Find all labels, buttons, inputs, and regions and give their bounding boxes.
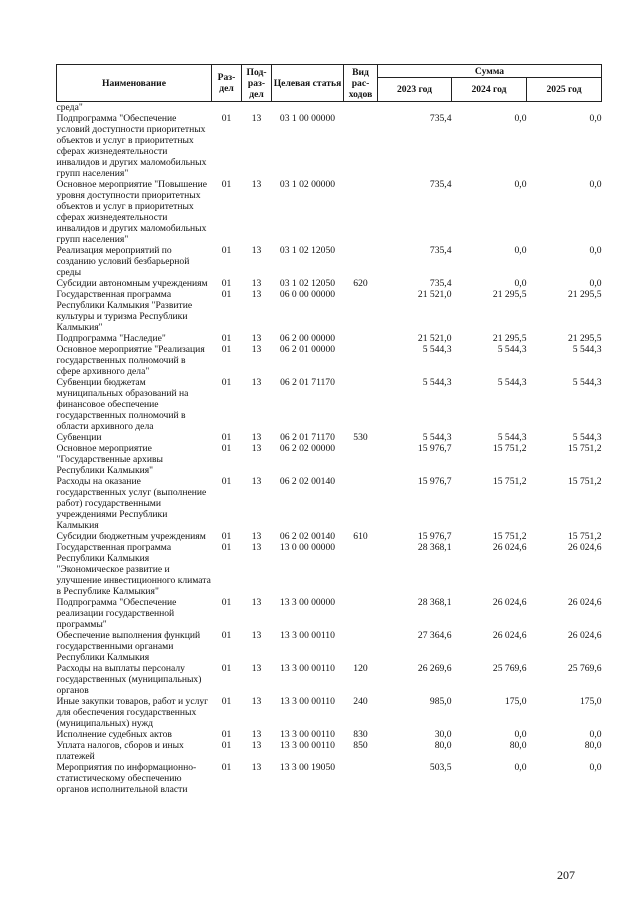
- row-sum-2024-cell: 5 544,3: [497, 432, 527, 443]
- row-target-article-cell: 03 1 02 12050: [279, 278, 336, 289]
- row-name-cell: Субвенции бюджетам муниципальных образований на финансовое обеспечение государственных полномочий в области архивного дела: [56, 377, 189, 432]
- row-sum-2024-cell: 26 024,6: [492, 630, 527, 641]
- row-expense-type-cell: 530: [353, 432, 368, 443]
- row-target-article-cell: 06 2 01 71170: [280, 432, 335, 443]
- row-name-cell: Подпрограмма "Обеспечение реализации государственной программы": [56, 597, 177, 630]
- row-podrazdel-cell: 13: [251, 333, 262, 344]
- row-razdel-cell: 01: [221, 289, 232, 300]
- row-razdel-cell: 01: [221, 245, 232, 256]
- table-row: [57, 443, 602, 476]
- row-podrazdel-cell: 13: [251, 696, 262, 707]
- row-podrazdel-cell: 13: [251, 443, 262, 454]
- row-podrazdel-cell: 13: [251, 762, 262, 773]
- row-target-article-cell: 06 2 00 00000: [279, 333, 336, 344]
- row-expense-type-cell: [344, 102, 378, 114]
- table-row: [57, 432, 602, 443]
- row-sum-2023-cell: [378, 102, 452, 114]
- row-expense-type-cell: [344, 630, 378, 663]
- table-row: [57, 113, 602, 179]
- header-year-2025: 2025 год: [527, 78, 602, 102]
- row-razdel-cell: 01: [221, 113, 232, 124]
- table-row: [57, 531, 602, 542]
- row-name-cell: Реализация мероприятий по созданию условий безбарьерной среды: [56, 245, 190, 278]
- row-name-cell: Субсидии автономным учреждениям: [56, 278, 208, 289]
- row-target-article-cell: [272, 102, 344, 114]
- row-sum-2023-cell: 503,5: [429, 762, 452, 773]
- row-expense-type-cell: [344, 333, 378, 344]
- row-sum-2024-cell: 0,0: [514, 245, 527, 256]
- row-sum-2024-cell: 15 751,2: [492, 531, 527, 542]
- row-podrazdel-cell: 13: [251, 179, 262, 190]
- row-name-cell: Иные закупки товаров, работ и услуг для обеспечения государственных (муниципальных) нужд: [56, 696, 209, 729]
- row-sum-2025-cell: 5 544,3: [572, 344, 602, 355]
- row-sum-2025-cell: 15 751,2: [567, 443, 602, 454]
- row-name-cell: Субсидии бюджетным учреждениям: [56, 531, 206, 542]
- row-expense-type-cell: 830: [353, 729, 368, 740]
- header-summa: Сумма: [378, 65, 602, 78]
- table-row: [57, 597, 602, 630]
- row-razdel-cell: 01: [221, 729, 232, 740]
- row-target-article-cell: 03 1 02 00000: [279, 179, 336, 190]
- row-razdel-cell: 01: [221, 476, 232, 487]
- row-sum-2023-cell: 21 521,0: [417, 289, 452, 300]
- row-sum-2024-cell: 21 295,5: [492, 289, 527, 300]
- row-razdel-cell: 01: [221, 597, 232, 608]
- row-target-article-cell: 13 3 00 00110: [280, 663, 335, 674]
- row-sum-2024-cell: 0,0: [514, 278, 527, 289]
- row-sum-2024-cell: 175,0: [504, 696, 527, 707]
- row-sum-2024-cell: 26 024,6: [492, 542, 527, 553]
- row-sum-2023-cell: 28 368,1: [417, 542, 452, 553]
- row-sum-2025-cell: 0,0: [589, 245, 602, 256]
- row-expense-type-cell: [344, 113, 378, 179]
- row-sum-2024-cell: 15 751,2: [492, 476, 527, 487]
- row-podrazdel-cell: 13: [251, 630, 262, 641]
- header-year-2024: 2024 год: [452, 78, 527, 102]
- page-number: 207: [557, 868, 575, 882]
- row-expense-type-cell: 120: [353, 663, 368, 674]
- row-sum-2025-cell: 0,0: [589, 113, 602, 124]
- row-sum-2024-cell: 25 769,6: [492, 663, 527, 674]
- row-sum-2023-cell: 5 544,3: [422, 344, 452, 355]
- row-sum-2024-cell: [452, 102, 527, 114]
- row-name-cell: Уплата налогов, сборов и иных платежей: [56, 740, 184, 762]
- row-name-cell: Подпрограмма "Обеспечение условий доступности приоритетных объектов и услуг в приоритетных сферах жизнедеятельности инвалидов и других маломобильных групп населения": [56, 113, 207, 179]
- row-sum-2025-cell: 5 544,3: [572, 432, 602, 443]
- row-name-cell: Государственная программа Республики Калмыкия "Экономическое развитие и улучшение инвестиционного климата в Республике Калмыкия": [56, 542, 211, 597]
- row-sum-2023-cell: 5 544,3: [422, 377, 452, 388]
- row-sum-2025-cell: [527, 102, 602, 114]
- row-expense-type-cell: [344, 597, 378, 630]
- row-sum-2025-cell: 0,0: [589, 762, 602, 773]
- row-razdel-cell: [212, 102, 242, 114]
- row-sum-2023-cell: 21 521,0: [417, 333, 452, 344]
- table-row: [57, 762, 602, 795]
- row-target-article-cell: 03 1 00 00000: [279, 113, 336, 124]
- table-row: [57, 696, 602, 729]
- row-sum-2023-cell: 735,4: [429, 278, 452, 289]
- row-sum-2023-cell: 735,4: [429, 179, 452, 190]
- row-sum-2025-cell: 25 769,6: [567, 663, 602, 674]
- table-row: [57, 729, 602, 740]
- row-sum-2023-cell: 15 976,7: [417, 476, 452, 487]
- row-razdel-cell: 01: [221, 663, 232, 674]
- row-name-cell: Субвенции: [56, 432, 102, 443]
- row-expense-type-cell: 620: [353, 278, 368, 289]
- row-sum-2024-cell: 0,0: [514, 113, 527, 124]
- row-sum-2025-cell: 175,0: [579, 696, 602, 707]
- row-name-cell: Обеспечение выполнения функций государственными органами Республики Калмыкия: [56, 630, 201, 663]
- table-row: [57, 476, 602, 531]
- row-razdel-cell: 01: [221, 333, 232, 344]
- row-razdel-cell: 01: [221, 531, 232, 542]
- row-podrazdel-cell: 13: [251, 245, 262, 256]
- row-razdel-cell: 01: [221, 179, 232, 190]
- row-sum-2024-cell: 80,0: [509, 740, 527, 751]
- row-sum-2024-cell: 5 544,3: [497, 344, 527, 355]
- row-podrazdel-cell: 13: [251, 432, 262, 443]
- row-expense-type-cell: [344, 245, 378, 278]
- row-sum-2025-cell: 0,0: [589, 278, 602, 289]
- row-target-article-cell: 06 2 01 00000: [279, 344, 336, 355]
- row-podrazdel-cell: 13: [251, 113, 262, 124]
- row-name-cell: Расходы на оказание государственных услуг (выполнение работ) государственными учреждениями Республики Калмыкия: [56, 476, 207, 531]
- row-razdel-cell: 01: [221, 443, 232, 454]
- row-name-cell: Мероприятия по информационно-статистическому обеспечению органов исполнительной власти: [56, 762, 197, 795]
- row-sum-2025-cell: 26 024,6: [567, 542, 602, 553]
- row-expense-type-cell: [344, 762, 378, 795]
- row-podrazdel-cell: 13: [251, 729, 262, 740]
- table-header: [57, 65, 602, 102]
- table-row: [57, 245, 602, 278]
- table-row: [57, 542, 602, 597]
- row-podrazdel-cell: 13: [251, 377, 262, 388]
- row-sum-2025-cell: 0,0: [589, 179, 602, 190]
- row-sum-2025-cell: 26 024,6: [567, 597, 602, 608]
- row-sum-2023-cell: 30,0: [434, 729, 452, 740]
- row-target-article-cell: 13 0 00 00000: [279, 542, 336, 553]
- row-sum-2025-cell: 15 751,2: [567, 476, 602, 487]
- row-target-article-cell: 06 2 01 71170: [280, 377, 335, 388]
- table-row: [57, 344, 602, 377]
- row-sum-2025-cell: 21 295,5: [567, 333, 602, 344]
- row-expense-type-cell: 610: [353, 531, 368, 542]
- row-razdel-cell: 01: [221, 696, 232, 707]
- row-expense-type-cell: [344, 179, 378, 245]
- table-row: [57, 278, 602, 289]
- row-target-article-cell: 13 3 00 00110: [280, 630, 335, 641]
- row-name-cell: Основное мероприятие "Государственные архивы Республики Калмыкия": [56, 443, 163, 476]
- row-sum-2024-cell: 0,0: [514, 729, 527, 740]
- row-sum-2023-cell: 26 269,6: [417, 663, 452, 674]
- row-sum-2023-cell: 28 368,1: [417, 597, 452, 608]
- row-expense-type-cell: 240: [353, 696, 368, 707]
- table-row: [57, 179, 602, 245]
- row-podrazdel-cell: 13: [251, 531, 262, 542]
- row-podrazdel-cell: 13: [251, 289, 262, 300]
- row-expense-type-cell: [344, 344, 378, 377]
- row-podrazdel-cell: 13: [251, 344, 262, 355]
- row-podrazdel-cell: 13: [251, 663, 262, 674]
- row-target-article-cell: 03 1 02 12050: [279, 245, 336, 256]
- header-celevaya-statya: Целевая статья: [272, 65, 344, 102]
- header-vid-rashodov: Вид рас-ходов: [344, 65, 378, 102]
- row-expense-type-cell: [344, 443, 378, 476]
- row-sum-2024-cell: 21 295,5: [492, 333, 527, 344]
- row-target-article-cell: 06 2 02 00140: [279, 476, 336, 487]
- row-name-cell: среда": [56, 102, 83, 113]
- row-target-article-cell: 06 2 02 00000: [279, 443, 336, 454]
- row-sum-2023-cell: 27 364,6: [417, 630, 452, 641]
- table-row: [57, 630, 602, 663]
- row-name-cell: Исполнение судебных актов: [56, 729, 172, 740]
- row-sum-2023-cell: 735,4: [429, 113, 452, 124]
- row-name-cell: Основное мероприятие "Реализация государственных полномочий в сфере архивного дела": [56, 344, 205, 377]
- row-podrazdel-cell: 13: [251, 278, 262, 289]
- row-sum-2024-cell: 0,0: [514, 179, 527, 190]
- row-razdel-cell: 01: [221, 278, 232, 289]
- row-sum-2024-cell: 5 544,3: [497, 377, 527, 388]
- row-expense-type-cell: [344, 542, 378, 597]
- table-body: [57, 102, 602, 796]
- row-sum-2025-cell: 26 024,6: [567, 630, 602, 641]
- row-target-article-cell: 13 3 00 00110: [280, 729, 335, 740]
- row-sum-2025-cell: 0,0: [589, 729, 602, 740]
- row-podrazdel-cell: [242, 102, 272, 114]
- row-razdel-cell: 01: [221, 740, 232, 751]
- row-podrazdel-cell: 13: [251, 597, 262, 608]
- row-expense-type-cell: 850: [353, 740, 368, 751]
- row-target-article-cell: 13 3 00 00000: [279, 597, 336, 608]
- row-sum-2023-cell: 735,4: [429, 245, 452, 256]
- row-sum-2023-cell: 15 976,7: [417, 443, 452, 454]
- row-name-cell: Расходы на выплаты персоналу государственных (муниципальных) органов: [56, 663, 202, 696]
- row-razdel-cell: 01: [221, 630, 232, 641]
- header-razdel: Раз-дел: [212, 65, 242, 102]
- row-expense-type-cell: [344, 289, 378, 333]
- row-expense-type-cell: [344, 476, 378, 531]
- budget-table: [56, 64, 602, 795]
- row-sum-2025-cell: 80,0: [584, 740, 602, 751]
- row-sum-2023-cell: 985,0: [429, 696, 452, 707]
- row-name-cell: Государственная программа Республики Калмыкия "Развитие культуры и туризма Республики Калмыкия": [56, 289, 193, 333]
- row-target-article-cell: 13 3 00 00110: [280, 696, 335, 707]
- row-expense-type-cell: [344, 377, 378, 432]
- table-row: [57, 333, 602, 344]
- row-name-cell: Основное мероприятие "Повышение уровня доступности приоритетных объектов и услуг в приоритетных сферах жизнедеятельности инвалидов и других маломобильных групп населения": [56, 179, 208, 245]
- row-podrazdel-cell: 13: [251, 542, 262, 553]
- row-podrazdel-cell: 13: [251, 476, 262, 487]
- row-razdel-cell: 01: [221, 377, 232, 388]
- row-razdel-cell: 01: [221, 344, 232, 355]
- row-sum-2025-cell: 15 751,2: [567, 531, 602, 542]
- table-row: [57, 740, 602, 762]
- row-sum-2025-cell: 5 544,3: [572, 377, 602, 388]
- row-sum-2023-cell: 15 976,7: [417, 531, 452, 542]
- row-sum-2023-cell: 80,0: [434, 740, 452, 751]
- row-razdel-cell: 01: [221, 432, 232, 443]
- row-target-article-cell: 06 0 00 00000: [279, 289, 336, 300]
- header-name: Наименование: [57, 65, 212, 102]
- row-name-cell: Подпрограмма "Наследие": [56, 333, 166, 344]
- row-target-article-cell: 06 2 02 00140: [279, 531, 336, 542]
- row-razdel-cell: 01: [221, 762, 232, 773]
- row-sum-2024-cell: 0,0: [514, 762, 527, 773]
- row-razdel-cell: 01: [221, 542, 232, 553]
- table-row: [57, 102, 602, 114]
- table-row: [57, 663, 602, 696]
- row-target-article-cell: 13 3 00 19050: [279, 762, 336, 773]
- header-podrazdel: Под-раз-дел: [242, 65, 272, 102]
- row-target-article-cell: 13 3 00 00110: [280, 740, 335, 751]
- header-year-2023: 2023 год: [378, 78, 452, 102]
- row-sum-2025-cell: 21 295,5: [567, 289, 602, 300]
- row-sum-2023-cell: 5 544,3: [422, 432, 452, 443]
- table-row: [57, 377, 602, 432]
- table-row: [57, 289, 602, 333]
- row-sum-2024-cell: 15 751,2: [492, 443, 527, 454]
- row-podrazdel-cell: 13: [251, 740, 262, 751]
- row-sum-2024-cell: 26 024,6: [492, 597, 527, 608]
